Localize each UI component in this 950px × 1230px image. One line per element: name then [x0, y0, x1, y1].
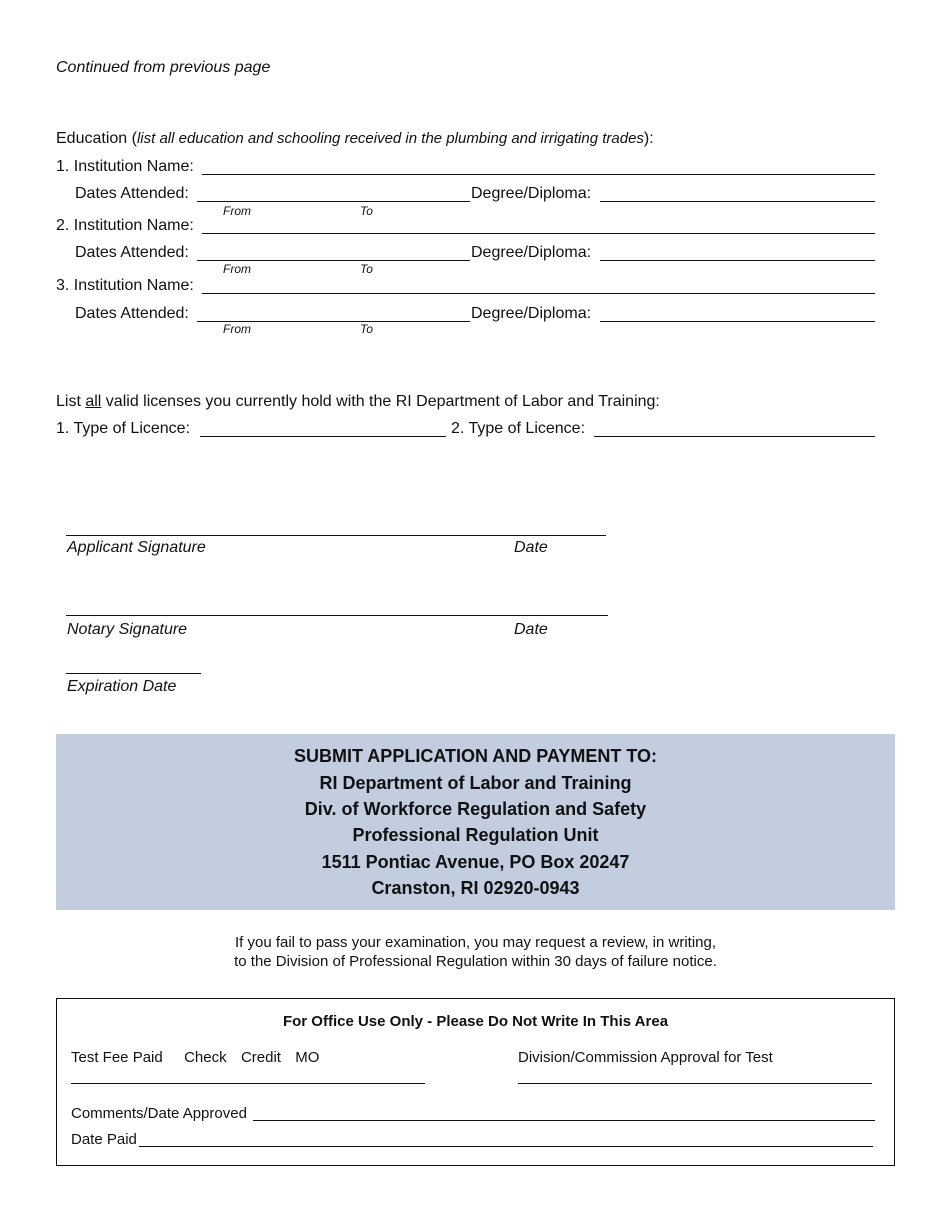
education-close: ):: [643, 130, 654, 147]
expiration-date-label: Expiration Date: [67, 678, 177, 695]
submit-address-box: [56, 734, 895, 910]
degree-1-field[interactable]: [600, 201, 875, 202]
education-note: list all education and schooling received in the plumbing and irrigating trades: [136, 130, 644, 147]
review-notice-line2: to the Division of Professional Regulation within 30 days of failure notice.: [234, 953, 717, 970]
education-label: Education (: [56, 130, 137, 147]
check-option[interactable]: Check: [184, 1049, 227, 1066]
degree-3-field[interactable]: [600, 321, 875, 322]
institution-1-field[interactable]: [202, 174, 875, 175]
submit-city: Cranston, RI 02920-0943: [371, 878, 580, 898]
submit-dept: RI Department of Labor and Training: [319, 773, 632, 793]
applicant-date-label: Date: [514, 539, 548, 556]
to-1-label: To: [360, 204, 373, 218]
licenses-intro: [56, 392, 660, 412]
office-use-box: [56, 998, 895, 1166]
institution-3-label: 3. Institution Name:: [56, 277, 194, 294]
dates-attended-1-field[interactable]: [197, 201, 470, 202]
degree-2-field[interactable]: [600, 260, 875, 261]
test-fee-row: [71, 1048, 319, 1068]
credit-option[interactable]: Credit: [240, 1049, 281, 1066]
licence-type-1-field[interactable]: [200, 436, 446, 437]
notary-date-label: Date: [514, 621, 548, 638]
date-paid-label: Date Paid: [71, 1131, 137, 1148]
licenses-intro-post: valid licenses you currently hold with the RI Department of Labor and Training:: [101, 393, 660, 410]
submit-heading: SUBMIT APPLICATION AND PAYMENT TO:: [293, 746, 657, 766]
comments-label: Comments/Date Approved: [71, 1105, 247, 1122]
test-fee-label: Test Fee Paid: [71, 1049, 163, 1066]
licenses-intro-pre: List: [56, 393, 86, 410]
education-intro: [56, 129, 654, 149]
licence-type-2-field[interactable]: [594, 436, 875, 437]
approval-field[interactable]: [518, 1083, 872, 1084]
to-2-label: To: [360, 262, 373, 276]
from-1-label: From: [223, 204, 251, 218]
date-paid-field[interactable]: [139, 1146, 873, 1147]
approval-label: Division/Commission Approval for Test: [518, 1049, 773, 1066]
dates-attended-3-label: Dates Attended:: [75, 305, 189, 322]
submit-street: 1511 Pontiac Avenue, PO Box 20247: [321, 852, 630, 872]
notary-signature-field[interactable]: [66, 615, 608, 616]
institution-1-label: 1. Institution Name:: [56, 158, 194, 175]
notary-signature-label: Notary Signature: [67, 621, 188, 638]
review-notice-line1: If you fail to pass your examination, you may request a review, in writing,: [234, 934, 717, 951]
dates-attended-2-label: Dates Attended:: [75, 244, 189, 261]
licenses-intro-emph: all: [85, 393, 102, 410]
dates-attended-2-field[interactable]: [197, 260, 470, 261]
continued-note: Continued from previous page: [56, 59, 271, 76]
expiration-date-field[interactable]: [66, 673, 201, 674]
institution-2-label: 2. Institution Name:: [56, 217, 194, 234]
degree-3-label: Degree/Diploma:: [471, 305, 592, 322]
test-fee-field[interactable]: [71, 1083, 425, 1084]
to-3-label: To: [360, 322, 373, 336]
from-3-label: From: [223, 322, 251, 336]
institution-2-field[interactable]: [202, 233, 875, 234]
mo-option[interactable]: MO: [295, 1049, 320, 1066]
degree-2-label: Degree/Diploma:: [471, 244, 592, 261]
degree-1-label: Degree/Diploma:: [471, 185, 592, 202]
applicant-signature-label: Applicant Signature: [67, 539, 206, 556]
institution-3-field[interactable]: [202, 293, 875, 294]
licence-type-2-label: 2. Type of Licence:: [451, 420, 586, 437]
comments-field[interactable]: [253, 1120, 875, 1121]
submit-unit: Professional Regulation Unit: [352, 825, 599, 845]
from-2-label: From: [223, 262, 251, 276]
applicant-signature-field[interactable]: [66, 535, 606, 536]
licence-type-1-label: 1. Type of Licence:: [56, 420, 191, 437]
office-use-title: For Office Use Only - Please Do Not Write In This Area: [282, 1013, 669, 1030]
submit-division: Div. of Workforce Regulation and Safety: [304, 799, 647, 819]
dates-attended-1-label: Dates Attended:: [75, 185, 189, 202]
